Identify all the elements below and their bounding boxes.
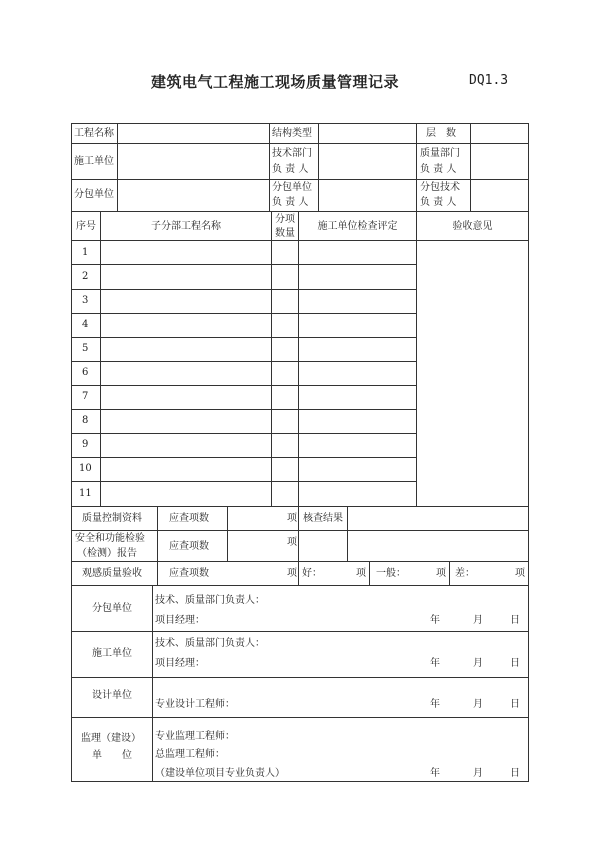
item-unit: 项 bbox=[436, 568, 446, 579]
item-unit: 项 bbox=[287, 513, 297, 524]
item-unit: 项 bbox=[287, 537, 297, 548]
row-number: 1 bbox=[82, 247, 89, 258]
row-number: 10 bbox=[79, 463, 92, 474]
quality-docs-label: 质量控制资料 bbox=[82, 513, 142, 524]
should-check-count: 应查项数 bbox=[169, 568, 209, 579]
project-name-label: 工程名称 bbox=[74, 128, 114, 139]
date-month: 月 bbox=[473, 615, 483, 626]
tech-dept-head-label: 技术部门 bbox=[272, 148, 312, 159]
const-tech-quality-head: 技术、质量部门负责人： bbox=[155, 638, 265, 649]
sub-unit-head-label-2: 负 责 人 bbox=[272, 197, 309, 208]
row-number: 8 bbox=[82, 415, 89, 426]
good-label: 好： bbox=[302, 568, 322, 579]
supervising-engineer: 专业监理工程师： bbox=[155, 731, 235, 742]
date-day: 日 bbox=[510, 615, 520, 626]
const-project-manager: 项目经理： bbox=[155, 658, 205, 669]
signoff-design-unit-label: 设计单位 bbox=[92, 690, 132, 701]
row-number: 2 bbox=[82, 271, 89, 282]
col-acceptance-header: 验收意见 bbox=[452, 221, 493, 232]
date-month: 月 bbox=[473, 699, 483, 710]
design-engineer: 专业设计工程师： bbox=[155, 699, 235, 710]
quality-dept-head-label-2: 负 责 人 bbox=[420, 164, 457, 175]
safety-check-label-2: （检测）报告 bbox=[77, 548, 137, 559]
col-item-count-header-2: 数量 bbox=[275, 228, 295, 239]
signoff-sub-unit-label: 分包单位 bbox=[92, 603, 132, 614]
should-check-count: 应查项数 bbox=[169, 541, 209, 552]
construction-unit-label: 施工单位 bbox=[74, 156, 114, 167]
row-number: 9 bbox=[82, 439, 89, 450]
col-no-header: 序号 bbox=[76, 221, 96, 232]
structure-type-label: 结构类型 bbox=[272, 128, 312, 139]
document-code: DQ1.3 bbox=[469, 73, 509, 88]
row-number: 5 bbox=[82, 343, 89, 354]
should-check-count: 应查项数 bbox=[169, 513, 209, 524]
row-number: 3 bbox=[82, 295, 89, 306]
sub-tech-head-label: 分包技术 bbox=[420, 182, 460, 193]
date-month: 月 bbox=[473, 658, 483, 669]
appearance-quality-label: 观感质量验收 bbox=[82, 568, 142, 579]
quality-dept-head-label: 质量部门 bbox=[420, 148, 460, 159]
date-year: 年 bbox=[430, 615, 440, 626]
signoff-supervision-label: 监理（建设） bbox=[81, 733, 141, 744]
date-day: 日 bbox=[510, 768, 520, 779]
floors-label: 层 数 bbox=[426, 128, 456, 139]
date-day: 日 bbox=[510, 699, 520, 710]
tech-dept-head-label-2: 负 责 人 bbox=[272, 164, 309, 175]
poor-label: 差： bbox=[455, 568, 475, 579]
item-unit: 项 bbox=[287, 568, 297, 579]
sub-project-manager: 项目经理： bbox=[155, 615, 205, 626]
col-subproject-header: 子分部工程名称 bbox=[151, 221, 221, 232]
date-year: 年 bbox=[430, 658, 440, 669]
row-number: 7 bbox=[82, 391, 89, 402]
sub-tech-quality-head: 技术、质量部门负责人： bbox=[155, 595, 265, 606]
date-month: 月 bbox=[473, 768, 483, 779]
date-year: 年 bbox=[430, 699, 440, 710]
sub-unit-head-label: 分包单位 bbox=[272, 182, 312, 193]
check-result-label: 核查结果 bbox=[303, 513, 343, 524]
safety-check-label: 安全和功能检验 bbox=[75, 533, 145, 544]
document-title: 建筑电气工程施工现场质量管理记录 bbox=[151, 73, 400, 91]
row-number: 4 bbox=[82, 319, 89, 330]
subcontractor-label: 分包单位 bbox=[74, 189, 114, 200]
signoff-construction-unit-label: 施工单位 bbox=[92, 648, 132, 659]
chief-supervising-engineer: 总监理工程师： bbox=[155, 749, 225, 760]
row-number: 6 bbox=[82, 367, 89, 378]
col-self-check-header: 施工单位检查评定 bbox=[317, 221, 398, 232]
date-day: 日 bbox=[510, 658, 520, 669]
item-unit: 项 bbox=[515, 568, 525, 579]
owner-representative: （建设单位项目专业负责人） bbox=[155, 768, 285, 779]
sub-tech-head-label-2: 负 责 人 bbox=[420, 197, 457, 208]
col-item-count-header: 分项 bbox=[275, 214, 295, 225]
date-year: 年 bbox=[430, 768, 440, 779]
item-unit: 项 bbox=[356, 568, 366, 579]
signoff-supervision-label-2: 单 位 bbox=[92, 750, 132, 761]
row-number: 11 bbox=[79, 488, 92, 499]
general-label: 一般： bbox=[376, 568, 406, 579]
